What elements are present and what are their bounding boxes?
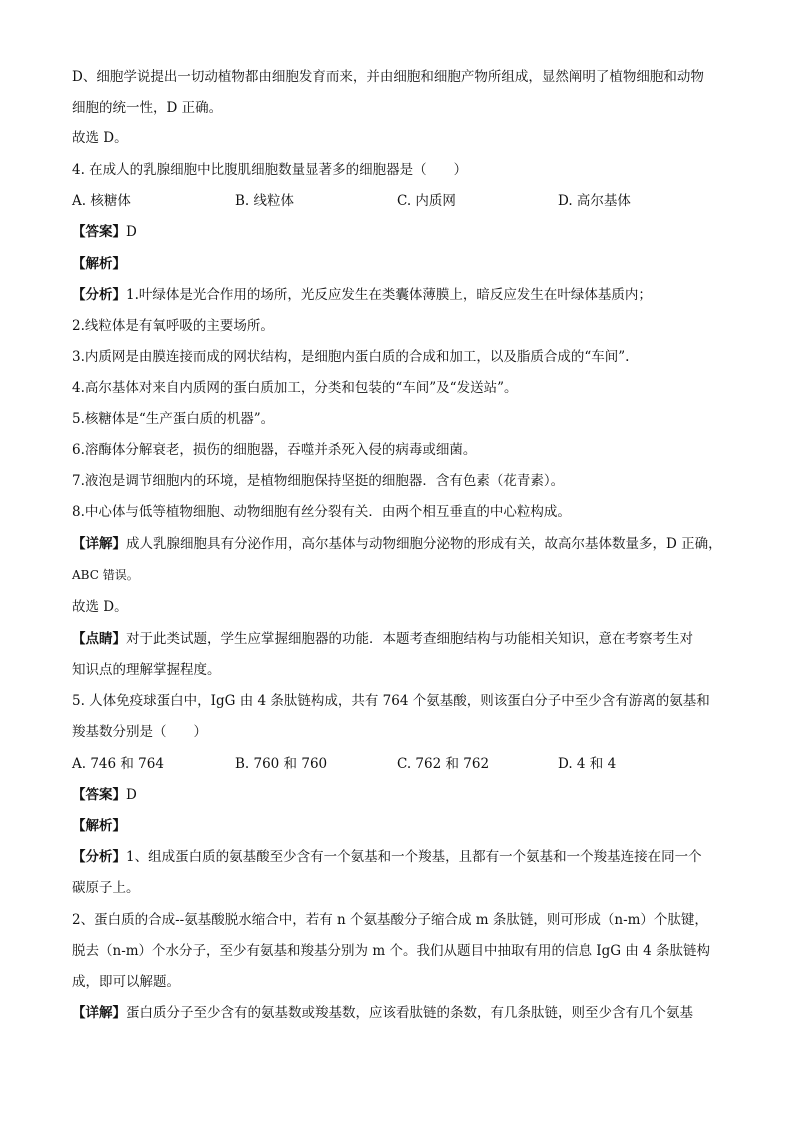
fenxi-text: 1、组成蛋白质的氨基酸至少含有一个氨基和一个羧基，且都有一个氨基和一个羧基连接在同一个 xyxy=(126,849,702,865)
fenxi-tag: 【分析】 xyxy=(72,849,126,865)
fenxi-line: 脱去（n-m）个水分子，至少有氨基和羧基分别为 m 个。我们从题目中抽取有用的信息 IgG 由 4 条肽链构 xyxy=(72,943,710,959)
answer-value: D xyxy=(126,787,137,803)
fenxi-line xyxy=(72,285,722,305)
analysis-heading xyxy=(72,816,722,836)
answer-value: D xyxy=(126,224,137,240)
detail-tag: 【详解】 xyxy=(72,536,126,552)
fenxi-line: 成，即可以解题。 xyxy=(72,974,180,990)
fenxi-line: 4.高尔基体对来自内质网的蛋白质加工，分类和包装的“车间”及“发送站”。 xyxy=(72,380,518,396)
question-4-stem: 4. 在成人的乳腺细胞中比腹肌细胞数量显著多的细胞器是（ ） xyxy=(72,162,468,178)
dianjing-tag: 【点睛】 xyxy=(72,631,126,647)
detail-line: 故选 D。 xyxy=(72,599,128,615)
option-a: A. 746 和 764 xyxy=(72,756,164,772)
fenxi-line: 2.线粒体是有氧呼吸的主要场所。 xyxy=(72,318,274,334)
detail-line xyxy=(72,1003,722,1023)
fenxi-tag: 【分析】 xyxy=(72,287,126,303)
option-c: C. 762 和 762 xyxy=(397,756,490,772)
option-b: B. 760 和 760 xyxy=(235,756,328,772)
text-line: D、细胞学说提出一切动植物都由细胞发育而来，并由细胞和细胞产物所组成，显然阐明了植物细胞和动物 xyxy=(72,69,704,85)
fenxi-line xyxy=(72,847,722,867)
text-line: 细胞的统一性，D 正确。 xyxy=(72,100,223,116)
option-d: D. 4 和 4 xyxy=(558,756,617,772)
detail-tag: 【详解】 xyxy=(72,1005,126,1021)
fenxi-line: 碳原子上。 xyxy=(72,880,140,896)
question-5-stem: 5. 人体免疫球蛋白中，IgG 由 4 条肽链构成，共有 764 个氨基酸，则该蛋白分子中至少含有游离的氨基和 xyxy=(72,693,710,709)
dianjing-line xyxy=(72,629,722,649)
dianjing-line: 知识点的理解掌握程度。 xyxy=(72,662,221,678)
fenxi-line: 2、蛋白质的合成--氨基酸脱水缩合中，若有 n 个氨基酸分子缩合成 m 条肽链，则可形成（n-m）个肽键， xyxy=(72,912,708,928)
detail-line xyxy=(72,534,722,554)
fenxi-line: 7.液泡是调节细胞内的环境，是植物细胞保持坚挺的细胞器．含有色素（花青素）。 xyxy=(72,473,565,489)
answer-line xyxy=(72,785,722,805)
answer-tag: 【答案】 xyxy=(72,787,126,803)
option-d: D. 高尔基体 xyxy=(558,193,631,209)
fenxi-line: 8.中心体与低等植物细胞、动物细胞有丝分裂有关．由两个相互垂直的中心粒构成。 xyxy=(72,504,571,520)
question-5-stem: 羧基数分别是（ ） xyxy=(72,724,207,740)
text-line: 故选 D。 xyxy=(72,130,128,146)
analysis-tag: 【解析】 xyxy=(72,818,126,834)
fenxi-line: 5.核糖体是“生产蛋白质的机器”。 xyxy=(72,411,275,427)
detail-text: 成人乳腺细胞具有分泌作用，高尔基体与动物细胞分泌物的形成有关，故高尔基体数量多，D 正确， xyxy=(126,536,722,552)
detail-line: ABC 错误。 xyxy=(72,568,139,582)
option-a: A. 核糖体 xyxy=(72,193,131,209)
answer-line xyxy=(72,222,722,242)
option-b: B. 线粒体 xyxy=(235,193,295,209)
fenxi-line: 3.内质网是由膜连接而成的网状结构，是细胞内蛋白质的合成和加工，以及脂质合成的“车间”. xyxy=(72,349,630,365)
fenxi-line: 6.溶酶体分解衰老，损伤的细胞器，吞噬并杀死入侵的病毒或细菌。 xyxy=(72,442,477,458)
detail-text: 蛋白质分子至少含有的氨基数或羧基数，应该看肽链的条数，有几条肽链，则至少含有几个氨基 xyxy=(126,1005,693,1021)
analysis-tag: 【解析】 xyxy=(72,256,126,272)
analysis-heading xyxy=(72,254,722,274)
dianjing-text: 对于此类试题，学生应掌握细胞器的功能．本题考查细胞结构与功能相关知识，意在考察考生对 xyxy=(126,631,693,647)
answer-tag: 【答案】 xyxy=(72,224,126,240)
fenxi-text: 1.叶绿体是光合作用的场所，光反应发生在类囊体薄膜上，暗反应发生在叶绿体基质内； xyxy=(126,287,652,303)
option-c: C. 内质网 xyxy=(397,193,456,209)
